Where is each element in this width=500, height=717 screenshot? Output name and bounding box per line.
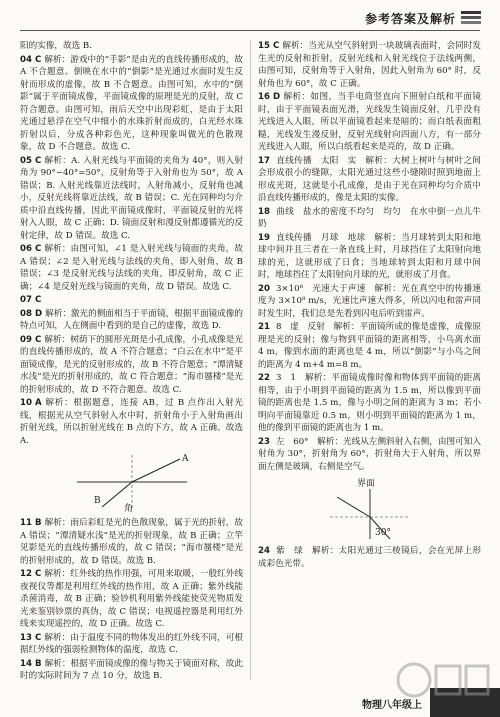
answer-item: 13 C 解析：由于温度不同的物体发出的红外线不同，可根据红外线的强弱检测物体的温度，故选 C. (20, 632, 243, 655)
figure-caption: 角 (123, 504, 133, 513)
answer-item: 17 直线传播 太阳 实 解析：大树上树叶与树叶之间会形成很小的缝隙，太阳光通过这些小缝隙时照到地面上形成光斑，这就是小孔成像，是由于光在同种均匀介质中沿直线传播形成的，像是太阳的实像。 (258, 155, 481, 203)
answer-item: 21 8 虚 反射 解析：平面镜所成的像是虚像，成像原理是光的反射；像与物到平面镜的距离相等，小鸟离水面 4 m，像到水面的距离也是 4 m，所以“倒影”与小鸟之间的距离为 4 m+4 m=8 m。 (258, 322, 481, 370)
answer-item: 09 C 解析：树荫下的圆形光斑是小孔成像，小孔成像是光的直线传播形成的，故 A 不符合题意；“白云在水中”是平面镜成像，是光的反射形成的，故 B 不符合题意；“潭清疑水浅”是光的折射形成的，故 C 符合题意；“海市蜃楼”是光的折射形成的，故 D 不符合题意。故选 C. (20, 334, 243, 395)
right-column (258, 40, 481, 571)
answer-item: 18 曲线 盐水的密度不均匀 均匀 在水中倒一点儿牛奶 (258, 206, 481, 229)
answer-item: 10 A 解析：根据题意，连接 AB，过 B 点作出入射光线，根据光从空气斜射入水中时，折射角小于入射角画出折射光线，所以折射光线在 B 点的下方，故 A 正确。故选 A. (20, 398, 243, 446)
answer-item: 11 B 解析：雨后彩虹是光的色散现象，属于光的折射，故 A 错误；“潭清疑水浅”是光的折射现象，故 B 正确；立竿见影是光的直线传播形成的，故 C 错误；“海市蜃楼”是光的折射形成的，故 D 错误。故选 B. (20, 518, 243, 566)
answer-item: 07 C (20, 295, 42, 305)
left-column (20, 40, 243, 684)
refraction-figure (72, 451, 192, 513)
answer-item: 19 直线传播 月球 地球 解析：当月球转到太阳和地球中间并且三者在一条直线上时，月球挡住了太阳射向地球的光，这就形成了日食；当地球转到太阳和月球中间时，地球挡住了太阳射向月球的光，就形成了月食。 (258, 232, 481, 280)
answer-item: 06 C 解析：由图可知，∠1 是入射光线与镜面的夹角，故 A 错误；∠2 是入射光线与法线的夹角，即入射角，故 B 错误；∠3 是反射光线与法线的夹角，即反射角，故 C 正确；∠4 是反射光线与镜面的夹角，故 D 错误。故选 C. (20, 244, 243, 292)
answer-item: 16 D 解析：如图，当手电筒竖直向下照射白纸和平面镜时，由于平面镜表面光滑，光线发生镜面反射，几乎没有光线进入人眼，所以平面镜看起来是暗的；而白纸表面粗糙，光线发生漫反射，反射光线射向四面八方，有一部分光线进入人眼，所以白纸看起来是亮的，故 D 正确。 (258, 92, 481, 152)
interface-figure (315, 477, 425, 541)
answer-item: 04 C 解析：游戏中的“手影”是由光的直线传播形成的，故 A 不合题意。倒映在水中的“倒影”是光通过水面时发生反射而形成的虚像，故 B 不合题意。由图可知，水中的“倒影”属于平面镜成像，平面镜成像的原理是光的反射，故 C 符合题意。由图可知，雨后天空中出现彩虹，是由于太阳光通过悬浮在空气中细小的水珠折射而成的，白光经水珠折射以后，分成各种彩色光，这种现象叫做光的色散现象，故 D 不合题意。故选 C. (20, 54, 243, 152)
answer-item: 15 C 解析：当光从空气斜射到一块玻璃表面时，会同时发生光的反射和折射，反射光线和入射光线位于法线两侧，由图可知，反射角等于入射角，因此入射角为 60° 时，反射角也为 60°，故 C 正确。 (258, 41, 481, 89)
answer-item: 05 C 解析：A. 入射光线与平面镜的夹角为 40°，则入射角为 90°−40°=50°，反射角等于入射角也为 50°，故 A 错误；B. 入射光线靠近法线时，入射角减小，反射角也减小，反射光线将靠近法线，故 B 错误；C. 光在同种均匀介质中沿直线传播，因此平面镜成像时，平面镜反射的光将射入人眼，故 C 正确；D. 镜面反射和漫反射都遵循光的反射定律，故 D 错误。故选 C. (20, 155, 243, 241)
watermark-icon (392, 650, 492, 710)
column-divider (250, 40, 251, 680)
header-rule (20, 30, 480, 31)
answer-item: 23 左 60° 解析：光线从左侧斜射入右侧，由图可知入射角为 30°，折射角为 60°，折射角大于入射角，所以界面左侧是玻璃，右侧是空气。 (258, 436, 481, 472)
answer-item: 14 B 解析：根据平面镜成像的像与物关于镜面对称，故此时的实际时间为 7 点 10 分，故选 B. (20, 658, 243, 681)
answer-item: 20 3×10⁸ 光速大于声速 解析：光在真空中的传播速度为 3×10⁸ m/s，光速比声速大得多，所以闪电和雷声同时发生时，我们总是先看到闪电后听到雷声。 (258, 283, 481, 319)
answer-item: 阳的实像，故选 B. (20, 41, 92, 51)
page-header (0, 0, 500, 34)
point-b-label: B (93, 496, 101, 506)
answer-item: 22 3 1 解析：平面镜成像时像和物体到平面镜的距离相等，由于小明到平面镜的距离为 1.5 m，所以像到平面镜的距离也是 1.5 m，像与小明之间的距离为 3 m；若小明向平面镜靠近 0.5 m，则小明到平面镜的距离为 1 m，他的像到平面镜的距离也为 1 m。 (258, 373, 481, 433)
answer-item: 24 紫 绿 解析：太阳光通过三棱镜后，会在光屏上形成彩色光带。 (258, 546, 481, 569)
header-title: 参考答案及解析 (364, 12, 456, 26)
angle-label: 30° (374, 528, 391, 538)
answer-item: 12 C 解析：红外线的热作用强，可用来取暖，一般红外线夜视仪等都是利用红外线的热作用，故 A 正确；紫外线能杀菌消毒，故 B 正确；验钞机利用紫外线能使荧光物质发光来鉴别钞票的真伪，故 C 错误；电视遥控器是利用红外线来实现遥控的，故 D 正确。故选 C. (20, 569, 243, 629)
point-a-label: A (181, 454, 188, 464)
book-icon (460, 8, 482, 26)
footer-text: 物理八年级上 (362, 700, 422, 711)
answer-item: 08 D 解析：激光的侧面相当于平面镜，根据平面镜成像的特点可知，人在侧面中看到的是自己的虚像，故选 D. (20, 308, 243, 331)
interface-label: 界面 (356, 479, 375, 489)
